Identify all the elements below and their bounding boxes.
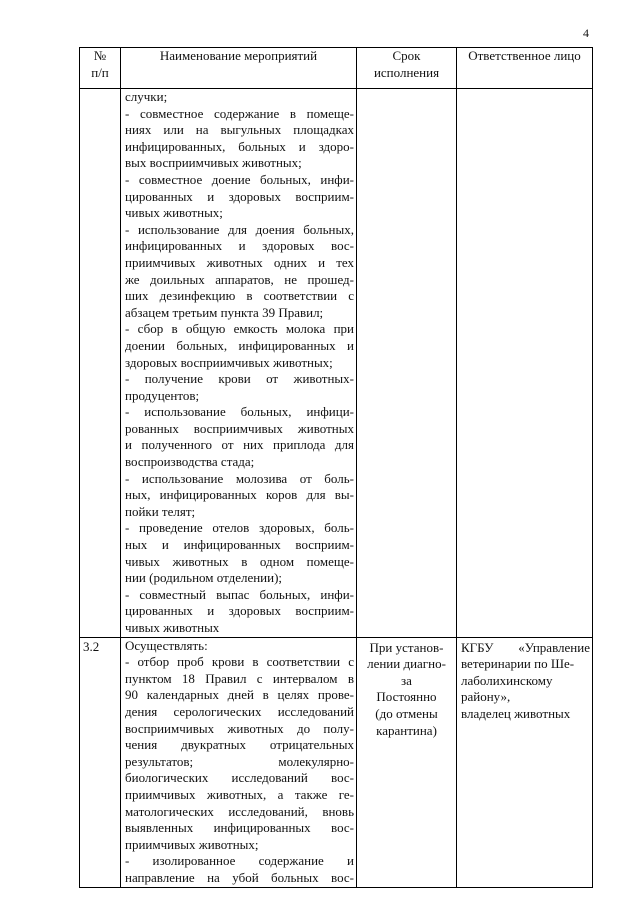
- name-line: выявленных инфицированных вос-: [125, 820, 354, 836]
- name-line: абзацем третьим пункта 39 Правил;: [125, 304, 324, 320]
- term-line: лении диагно-: [367, 656, 446, 672]
- name-line: инфицированных, больных и здоро-: [125, 138, 354, 154]
- name-line: здоровых восприимчивых животных;: [125, 354, 333, 370]
- name-line: же доильных аппаратов, не прошед-: [125, 271, 354, 287]
- name-line: - использование молозива от боль-: [125, 470, 354, 486]
- term-line: (до отмены: [375, 705, 438, 721]
- name-line: чивых животных в одном помеще-: [125, 553, 354, 569]
- name-line: результатов; молекулярно-: [125, 753, 354, 769]
- responsible-cell: [457, 89, 593, 638]
- term-cell: [357, 637, 457, 887]
- name-line: продуцентов;: [125, 387, 200, 403]
- table-header-row: [80, 48, 593, 89]
- header-name: [121, 48, 357, 89]
- name-line: ных, инфицированных коров для вы-: [125, 487, 354, 503]
- table-row: [80, 637, 593, 887]
- name-line: чения двукратных отрицательных: [125, 737, 354, 753]
- name-line: случки;: [125, 89, 168, 104]
- header-responsible: [457, 48, 593, 89]
- name-line: приимчивых животных, а также ге-: [125, 786, 354, 802]
- name-line: биологических исследований вос-: [125, 770, 354, 786]
- header-term-line-2: исполнения: [373, 64, 440, 80]
- name-line: инфицированных и здоровых вос-: [125, 238, 354, 254]
- name-line: воспроизводства стада;: [125, 454, 255, 470]
- row-number-cell: [80, 637, 121, 887]
- name-line: направление на убой больных вос-: [125, 869, 354, 885]
- page-number: 4: [583, 26, 589, 40]
- header-term: [357, 48, 457, 89]
- responsible-line: району»,: [461, 689, 511, 705]
- term-line: карантина): [376, 722, 437, 738]
- responsible-line: ветеринарии по Ше-: [461, 656, 575, 672]
- header-number: [80, 48, 121, 89]
- name-line: дения серологических исследований: [125, 703, 354, 719]
- measures-table: [79, 47, 593, 888]
- name-line: - использование для доения больных,: [125, 221, 354, 237]
- name-line: доении больных, инфицированных и: [125, 337, 354, 353]
- name-line: рованных восприимчивых животных: [125, 420, 354, 436]
- name-line: пунктом 18 Правил с интервалом в: [125, 670, 354, 686]
- name-line: - совместный выпас больных, инфи-: [125, 586, 354, 602]
- name-line: чивых животных: [125, 620, 220, 635]
- name-line: - изолированное содержание и: [125, 853, 354, 869]
- name-line: - совместное содержание в помеще-: [125, 105, 354, 121]
- header-term-line-1: Срок: [392, 48, 421, 63]
- responsible-line: владелец животных: [461, 705, 571, 721]
- name-line: ниях или на выгульных площадках: [125, 122, 354, 138]
- responsible-cell: [457, 637, 593, 887]
- name-line: - сбор в общую емкость молока при: [125, 321, 354, 337]
- header-responsible-text: Ответственное лицо: [468, 48, 581, 63]
- measure-name-cell: [121, 89, 357, 638]
- name-line: чивых животных;: [125, 205, 223, 221]
- name-line: - совместное доение больных, инфи-: [125, 171, 354, 187]
- name-line: цированных и здоровых восприим-: [125, 188, 354, 204]
- name-line: и полученного от них приплода для: [125, 437, 354, 453]
- responsible-line: лаболихинскому: [461, 672, 553, 688]
- name-line: - получение крови от животных-: [125, 371, 354, 387]
- measure-name-cell: [121, 637, 357, 887]
- name-line: - отбор проб крови в соответствии с: [125, 654, 354, 670]
- name-line: восприимчивых животных до полу-: [125, 720, 354, 736]
- name-line: ных и инфицированных восприим-: [125, 537, 354, 553]
- name-line: цированных и здоровых восприим-: [125, 603, 354, 619]
- responsible-line: КГБУ «Управление: [461, 639, 590, 655]
- term-line: Постоянно: [376, 689, 437, 705]
- name-line: - проведение отелов здоровых, боль-: [125, 520, 354, 536]
- name-line: пойки телят;: [125, 503, 196, 519]
- name-line: 90 календарных дней в целях прове-: [125, 687, 354, 703]
- term-line: При установ-: [369, 639, 444, 655]
- name-line: ших дезинфекцию в соответствии с: [125, 288, 354, 304]
- name-line: матологических исследований, вновь: [125, 803, 354, 819]
- header-name-text: Наименование мероприятий: [159, 48, 318, 63]
- name-line: вых восприимчивых животных;: [125, 155, 302, 171]
- name-line: нии (родильном отделении);: [125, 570, 283, 586]
- row-number: 3.2: [83, 638, 100, 654]
- term-line: за: [401, 672, 412, 688]
- header-number-line-1: №: [93, 48, 107, 63]
- term-cell: [357, 89, 457, 638]
- name-line: - использование больных, инфици-: [125, 404, 354, 420]
- row-number-cell: [80, 89, 121, 638]
- table-row: [80, 89, 593, 638]
- name-line: приимчивых животных;: [125, 836, 259, 852]
- name-line: приимчивых животных одних и тех: [125, 254, 354, 270]
- name-line: Осуществлять:: [125, 637, 208, 653]
- header-number-line-2: п/п: [91, 64, 109, 80]
